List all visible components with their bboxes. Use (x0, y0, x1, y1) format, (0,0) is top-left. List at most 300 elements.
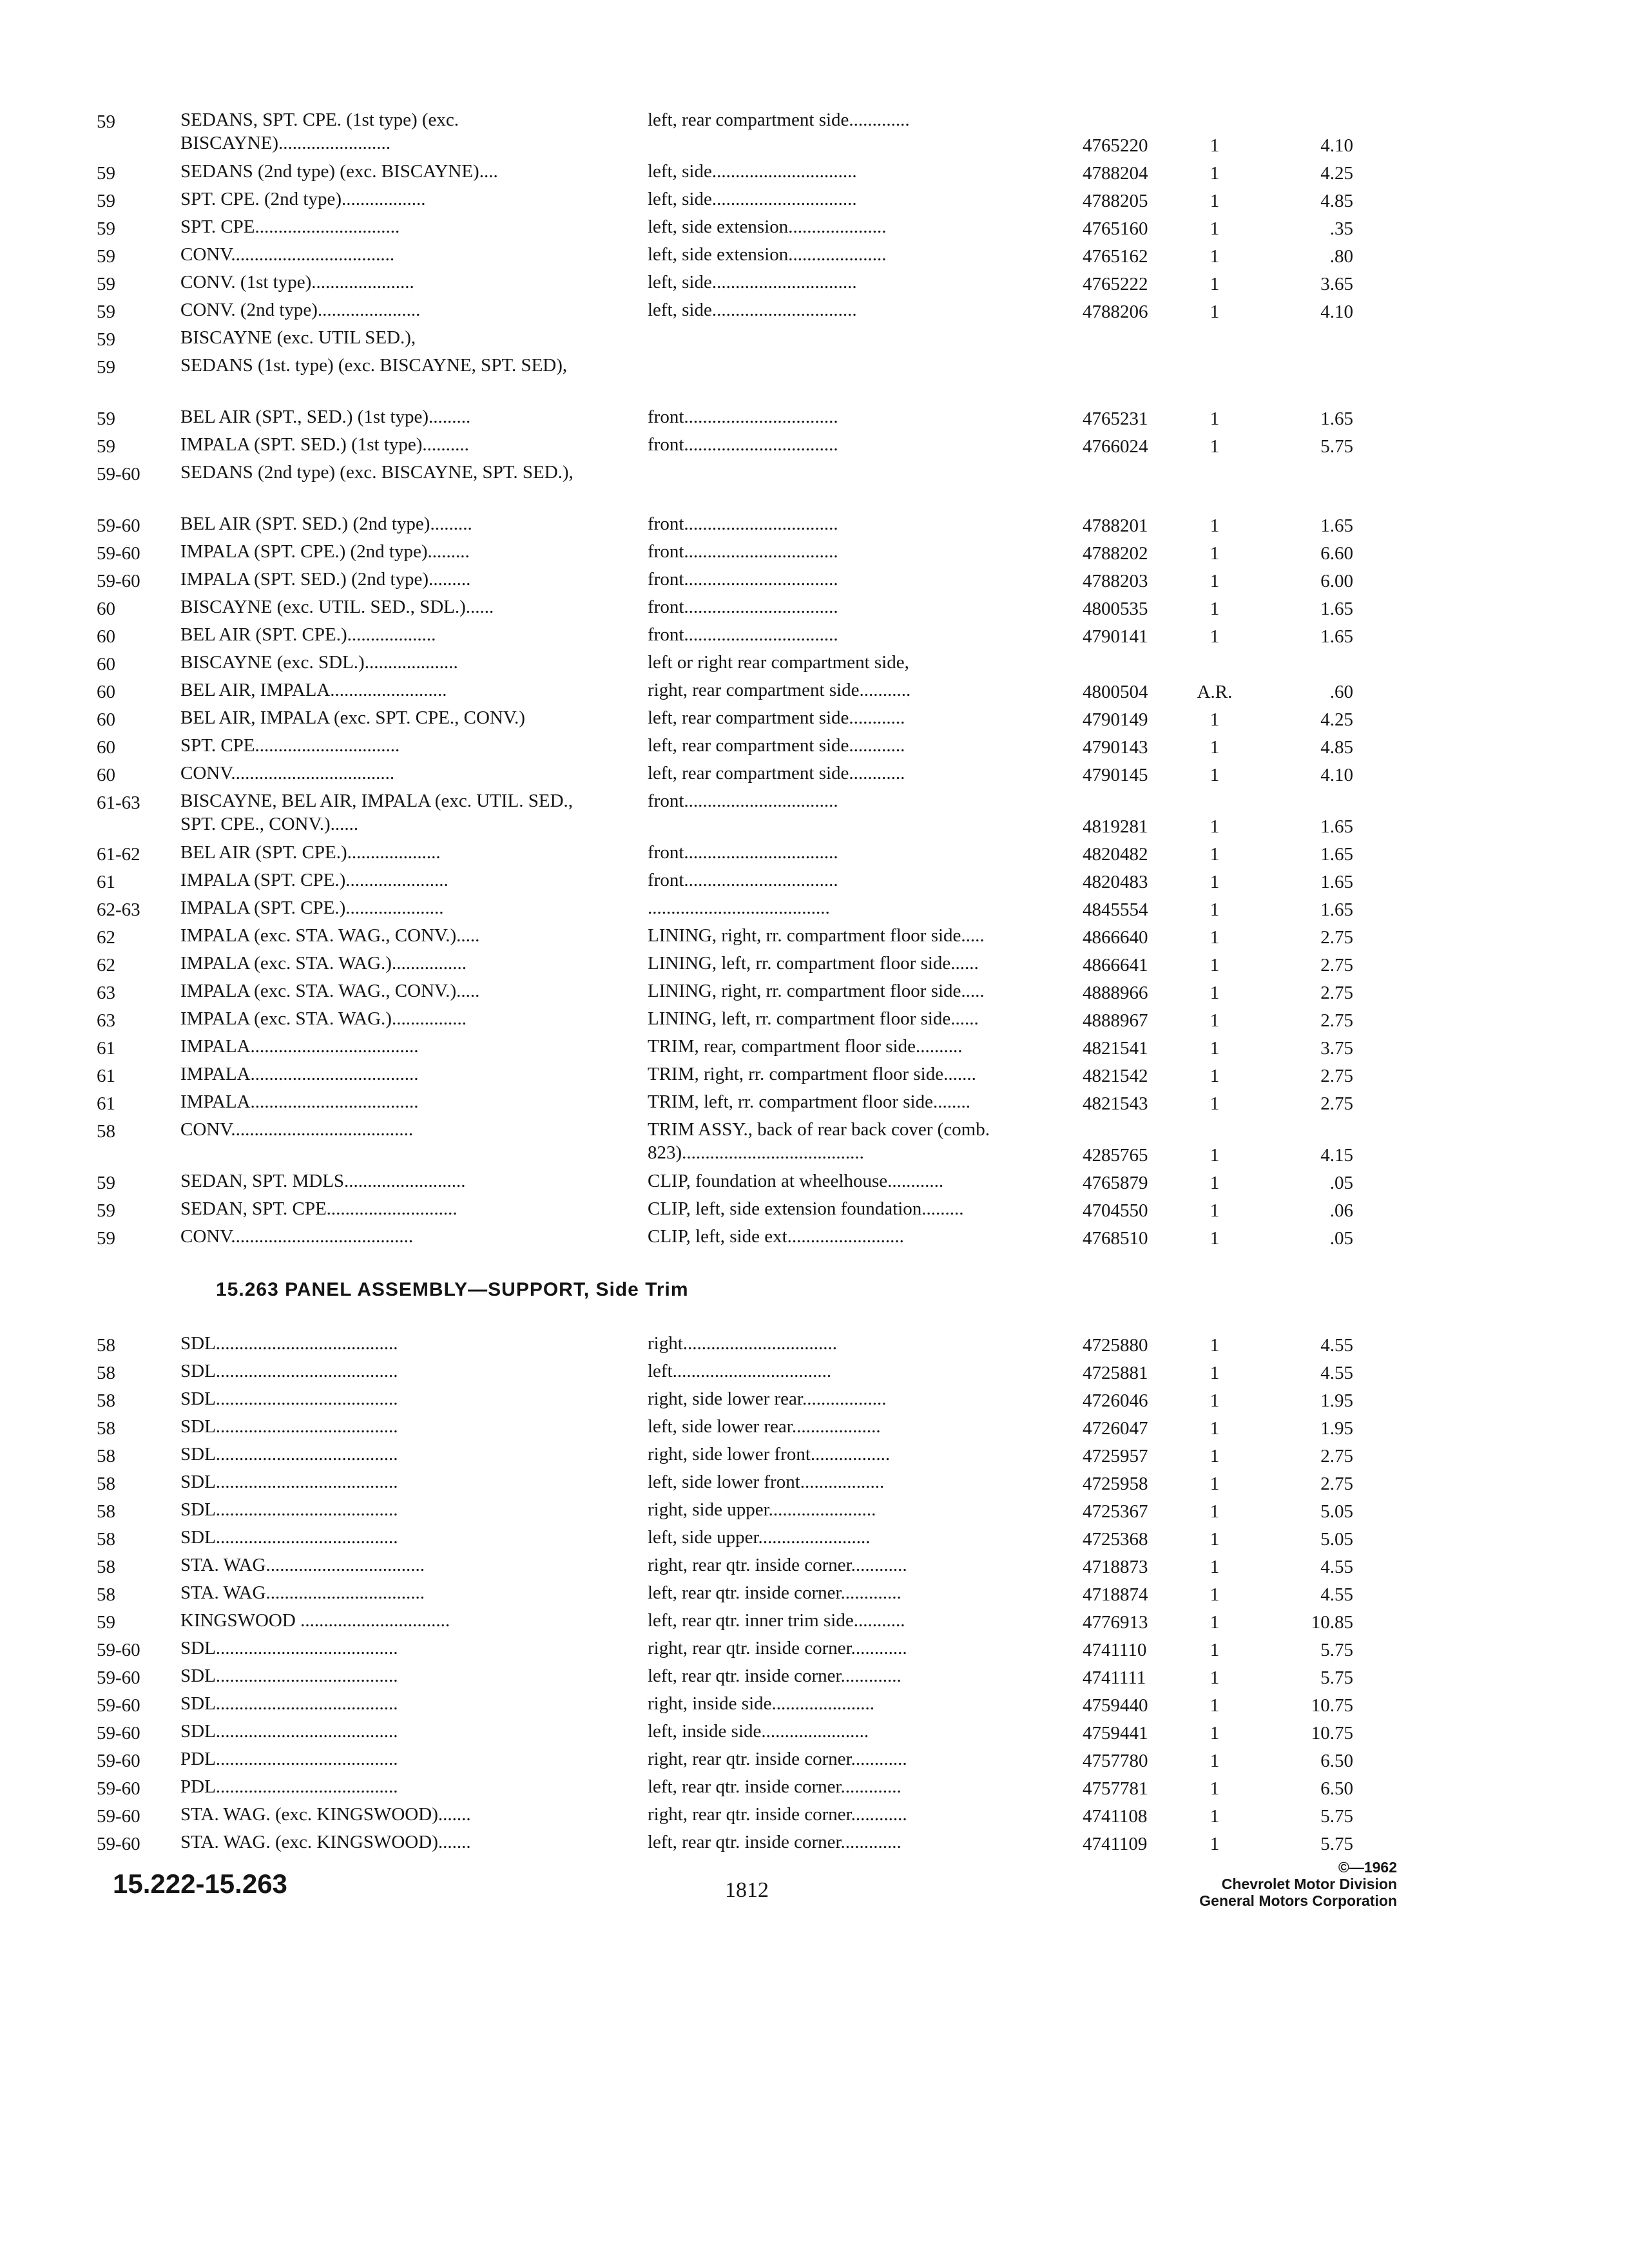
table-row (97, 405, 1353, 433)
cell-year: 58 (97, 1557, 115, 1577)
table-row (97, 1415, 1353, 1443)
cell-model: CONV....................................... (180, 1119, 414, 1140)
cell-desc: LINING, left, rr. compartment floor side...... (648, 953, 979, 974)
cell-model: STA. WAG. (exc. KINGSWOOD)....... (180, 1832, 471, 1852)
cell-model: BISCAYNE, BEL AIR, IMPALA (exc. UTIL. SED., SPT. CPE., CONV.)...... (180, 791, 574, 834)
table-row (97, 1118, 1353, 1169)
cell-model: SDL....................................... (180, 1693, 398, 1714)
cell-part: 4845554 (1083, 899, 1148, 920)
cell-price: 2.75 (1320, 1066, 1353, 1086)
cell-year: 59 (97, 1200, 115, 1221)
cell-price: 4.15 (1320, 1145, 1353, 1166)
cell-qty: 1 (1210, 1418, 1220, 1439)
cell-qty: 1 (1210, 1446, 1220, 1466)
table-row (97, 1197, 1353, 1225)
cell-model: BEL AIR, IMPALA (exc. SPT. CPE., CONV.) (180, 707, 525, 728)
cell-model: IMPALA (SPT. CPE.) (2nd type)......... (180, 541, 470, 562)
cell-desc: front................................. (648, 624, 838, 645)
cell-desc: front................................. (648, 434, 838, 455)
cell-year: 59-60 (97, 464, 140, 485)
cell-year: 58 (97, 1363, 115, 1383)
cell-part: 4820482 (1083, 844, 1148, 865)
table-row (97, 1803, 1353, 1831)
table-row (97, 762, 1353, 789)
cell-model: SDL....................................... (180, 1389, 398, 1409)
cell-year: 59-60 (97, 543, 140, 564)
cell-part: 4759441 (1083, 1723, 1148, 1744)
table-row (97, 1720, 1353, 1747)
table-row (97, 1387, 1353, 1415)
cell-part: 4821542 (1083, 1066, 1148, 1086)
cell-price: 4.55 (1320, 1557, 1353, 1577)
cell-model: SEDAN, SPT. MDLS.......................... (180, 1171, 466, 1191)
cell-qty: 1 (1210, 737, 1220, 758)
cell-price: 4.55 (1320, 1335, 1353, 1356)
cell-price: 5.75 (1320, 436, 1353, 457)
cell-qty: 1 (1210, 274, 1220, 294)
section-title: 15.263 PANEL ASSEMBLY—SUPPORT, Side Trim (216, 1279, 689, 1300)
cell-year: 58 (97, 1529, 115, 1550)
cell-desc: left, inside side....................... (648, 1721, 869, 1742)
cell-part: 4888967 (1083, 1010, 1148, 1031)
cell-part: 4725367 (1083, 1501, 1148, 1522)
cell-part: 4765220 (1083, 135, 1148, 156)
cell-price: 4.10 (1320, 302, 1353, 322)
table-row (97, 1062, 1353, 1090)
cell-desc: right, inside side...................... (648, 1693, 875, 1714)
cell-model: BEL AIR (SPT. CPE.).................... (180, 842, 441, 863)
cell-qty: 1 (1210, 1228, 1220, 1249)
cell-part: 4790145 (1083, 765, 1148, 785)
cell-part: 4788206 (1083, 302, 1148, 322)
cell-model: IMPALA.................................... (180, 1064, 419, 1084)
cell-part: 4741108 (1083, 1806, 1148, 1827)
parts-table-top (97, 108, 1353, 1253)
cell-price: 1.65 (1320, 899, 1353, 920)
cell-qty: 1 (1210, 872, 1220, 892)
cell-year: 58 (97, 1335, 115, 1356)
cell-part: 4765162 (1083, 246, 1148, 267)
cell-qty: 1 (1210, 1173, 1220, 1193)
cell-price: 6.50 (1320, 1751, 1353, 1771)
cell-year: 59-60 (97, 1723, 140, 1744)
cell-model: IMPALA (exc. STA. WAG.)................ (180, 953, 467, 974)
cell-price: 2.75 (1320, 1474, 1353, 1494)
cell-qty: 1 (1210, 1806, 1220, 1827)
cell-part: 4726046 (1083, 1390, 1148, 1411)
cell-model: CONV................................... (180, 763, 395, 783)
cell-price: .05 (1329, 1228, 1353, 1249)
table-row (97, 1664, 1353, 1692)
table-row (97, 1498, 1353, 1526)
cell-part: 4704550 (1083, 1200, 1148, 1221)
cell-price: 5.05 (1320, 1529, 1353, 1550)
cell-qty: 1 (1210, 163, 1220, 184)
cell-price: 10.75 (1311, 1723, 1353, 1744)
cell-qty: 1 (1210, 1584, 1220, 1605)
cell-part: 4725881 (1083, 1363, 1148, 1383)
cell-qty: 1 (1210, 844, 1220, 865)
cell-part: 4800535 (1083, 599, 1148, 619)
cell-model: KINGSWOOD ................................ (180, 1610, 450, 1631)
cell-model: SDL....................................... (180, 1499, 398, 1520)
table-row (97, 678, 1353, 706)
cell-year: 60 (97, 737, 115, 758)
cell-price: 2.75 (1320, 1010, 1353, 1031)
cell-price: 4.25 (1320, 709, 1353, 730)
cell-price: 1.95 (1320, 1418, 1353, 1439)
cell-qty: 1 (1210, 191, 1220, 211)
cell-year: 59-60 (97, 1778, 140, 1799)
cell-model: PDL....................................... (180, 1749, 398, 1769)
cell-year: 59 (97, 111, 115, 132)
cell-price: 5.75 (1320, 1667, 1353, 1688)
cell-price: 5.05 (1320, 1501, 1353, 1522)
cell-qty: 1 (1210, 709, 1220, 730)
cell-year: 59-60 (97, 1667, 140, 1688)
cell-part: 4725957 (1083, 1446, 1148, 1466)
cell-part: 4776913 (1083, 1612, 1148, 1633)
cell-desc: right................................. (648, 1333, 838, 1354)
cell-qty: 1 (1210, 543, 1220, 564)
cell-desc: right, rear qtr. inside corner............ (648, 1638, 907, 1658)
cell-qty: 1 (1210, 1529, 1220, 1550)
cell-model: IMPALA (SPT. CPE.)..................... (180, 898, 444, 918)
table-row (97, 623, 1353, 651)
cell-qty: 1 (1210, 1834, 1220, 1854)
cell-year: 59 (97, 1228, 115, 1249)
cell-model: SEDANS (2nd type) (exc. BISCAYNE).... (180, 161, 498, 182)
cell-desc: left, side upper........................ (648, 1527, 871, 1548)
cell-model: SEDANS, SPT. CPE. (1st type) (exc. BISCAYNE)........................ (180, 110, 459, 153)
cell-desc: front................................. (648, 597, 838, 617)
cell-price: 1.65 (1320, 599, 1353, 619)
cell-qty: 1 (1210, 135, 1220, 156)
page-number: 1812 (725, 1878, 769, 1902)
cell-year: 59-60 (97, 1806, 140, 1827)
cell-price: 1.65 (1320, 408, 1353, 429)
cell-year: 63 (97, 983, 115, 1003)
cell-year: 58 (97, 1501, 115, 1522)
cell-year: 58 (97, 1121, 115, 1142)
table-row (97, 1443, 1353, 1470)
cell-qty: 1 (1210, 1335, 1220, 1356)
table-row (97, 1775, 1353, 1803)
table-row (97, 1225, 1353, 1253)
cell-desc: right, side lower rear.................. (648, 1389, 887, 1409)
cell-price: 1.95 (1320, 1390, 1353, 1411)
cell-desc: TRIM, rear, compartment floor side.......... (648, 1036, 963, 1057)
cell-year: 59 (97, 218, 115, 239)
cell-part: 4790143 (1083, 737, 1148, 758)
cell-year: 62 (97, 955, 115, 975)
cell-part: 4765222 (1083, 274, 1148, 294)
cell-desc: front................................. (648, 842, 838, 863)
cell-part: 4820483 (1083, 872, 1148, 892)
cell-qty: 1 (1210, 218, 1220, 239)
cell-model: IMPALA (SPT. SED.) (2nd type)......... (180, 569, 471, 590)
table-row (97, 869, 1353, 896)
cell-price: 10.75 (1311, 1695, 1353, 1716)
table-row (97, 789, 1353, 841)
cell-desc: front................................. (648, 541, 838, 562)
cell-part: 4768510 (1083, 1228, 1148, 1249)
cell-desc: right, rear qtr. inside corner............ (648, 1555, 907, 1575)
cell-price: 4.85 (1320, 737, 1353, 758)
cell-desc: left, rear qtr. inside corner............. (648, 1776, 901, 1797)
cell-year: 59 (97, 191, 115, 211)
cell-model: SDL....................................... (180, 1333, 398, 1354)
cell-model: IMPALA (exc. STA. WAG.)................ (180, 1008, 467, 1029)
cell-desc: front................................. (648, 791, 838, 811)
cell-qty: 1 (1210, 1010, 1220, 1031)
cell-qty: 1 (1210, 571, 1220, 591)
cell-qty: 1 (1210, 302, 1220, 322)
cell-year: 60 (97, 709, 115, 730)
copyright-year: ©—1962 (1338, 1859, 1397, 1876)
table-row (97, 1526, 1353, 1553)
cell-year: 59-60 (97, 1695, 140, 1716)
cell-model: IMPALA.................................... (180, 1036, 419, 1057)
cell-year: 58 (97, 1474, 115, 1494)
cell-model: STA. WAG. (exc. KINGSWOOD)....... (180, 1804, 471, 1825)
cell-desc: right, side lower front................. (648, 1444, 891, 1465)
cell-part: 4790149 (1083, 709, 1148, 730)
table-row (97, 433, 1353, 461)
cell-model: IMPALA (exc. STA. WAG., CONV.)..... (180, 925, 480, 946)
cell-year: 61 (97, 1093, 115, 1114)
cell-model: BEL AIR (SPT., SED.) (1st type)......... (180, 407, 471, 427)
cell-part: 4788203 (1083, 571, 1148, 591)
cell-qty: 1 (1210, 1145, 1220, 1166)
table-row (97, 298, 1353, 326)
cell-year: 59-60 (97, 1834, 140, 1854)
cell-desc: left, rear qtr. inner trim side........... (648, 1610, 905, 1631)
cell-model: CONV....................................... (180, 1226, 414, 1247)
cell-year: 58 (97, 1446, 115, 1466)
cell-qty: 1 (1210, 1038, 1220, 1059)
cell-year: 59-60 (97, 1751, 140, 1771)
cell-year: 60 (97, 654, 115, 675)
table-row (97, 1169, 1353, 1197)
cell-year: 59-60 (97, 571, 140, 591)
cell-desc: left, rear compartment side............ (648, 707, 905, 728)
cell-desc: right, rear compartment side........... (648, 680, 911, 700)
cell-qty: 1 (1210, 899, 1220, 920)
cell-price: 4.25 (1320, 163, 1353, 184)
cell-part: 4821541 (1083, 1038, 1148, 1059)
cell-year: 60 (97, 682, 115, 702)
cell-qty: 1 (1210, 1695, 1220, 1716)
cell-price: 5.75 (1320, 1640, 1353, 1660)
cell-year: 59 (97, 246, 115, 267)
cell-desc: ....................................... (648, 898, 830, 918)
cell-part: 4790141 (1083, 626, 1148, 647)
corporation-name: General Motors Corporation (1199, 1892, 1397, 1909)
cell-model: BISCAYNE (exc. UTIL. SED., SDL.)...... (180, 597, 494, 617)
cell-qty: 1 (1210, 1612, 1220, 1633)
cell-part: 4725958 (1083, 1474, 1148, 1494)
cell-price: 2.75 (1320, 983, 1353, 1003)
cell-year: 59-60 (97, 1640, 140, 1660)
cell-price: 6.00 (1320, 571, 1353, 591)
cell-desc: front................................. (648, 569, 838, 590)
cell-desc: left, rear qtr. inside corner............. (648, 1832, 901, 1852)
cell-qty: 1 (1210, 1751, 1220, 1771)
table-row (97, 1332, 1353, 1360)
cell-part: 4800504 (1083, 682, 1148, 702)
cell-year: 58 (97, 1418, 115, 1439)
cell-year: 61-62 (97, 844, 140, 865)
cell-model: SDL....................................... (180, 1527, 398, 1548)
cell-price: 4.55 (1320, 1363, 1353, 1383)
cell-desc: left, rear qtr. inside corner............. (648, 1666, 901, 1686)
cell-qty: 1 (1210, 246, 1220, 267)
cell-part: 4765879 (1083, 1173, 1148, 1193)
cell-price: .60 (1329, 682, 1353, 702)
cell-desc: front................................. (648, 870, 838, 890)
cell-part: 4285765 (1083, 1145, 1148, 1166)
cell-model: STA. WAG.................................. (180, 1582, 425, 1603)
cell-model: SDL....................................... (180, 1721, 398, 1742)
table-row (97, 271, 1353, 298)
cell-desc: left, side............................... (648, 189, 857, 209)
table-row (97, 651, 1321, 678)
table-row (97, 1360, 1353, 1387)
table-row (97, 841, 1353, 869)
cell-price: 10.85 (1311, 1612, 1353, 1633)
cell-qty: 1 (1210, 816, 1220, 837)
cell-model: SPT. CPE. (2nd type).................. (180, 189, 426, 209)
table-row (97, 512, 1353, 540)
cell-desc: right, rear qtr. inside corner............ (648, 1804, 907, 1825)
cell-model: SEDAN, SPT. CPE............................ (180, 1198, 458, 1219)
cell-model: IMPALA (SPT. CPE.)...................... (180, 870, 448, 890)
cell-model: SEDANS (1st. type) (exc. BISCAYNE, SPT. SED), (180, 355, 568, 376)
cell-year: 61 (97, 1038, 115, 1059)
cell-price: .80 (1329, 246, 1353, 267)
cell-year: 62-63 (97, 899, 140, 920)
cell-price: .06 (1329, 1200, 1353, 1221)
cell-model: BEL AIR (SPT. SED.) (2nd type)......... (180, 514, 472, 534)
cell-year: 59 (97, 274, 115, 294)
table-row (97, 1581, 1353, 1609)
cell-price: 1.65 (1320, 872, 1353, 892)
table-row (97, 540, 1353, 568)
cell-qty: 1 (1210, 1778, 1220, 1799)
cell-qty: 1 (1210, 1640, 1220, 1660)
cell-price: 1.65 (1320, 626, 1353, 647)
cell-qty: 1 (1210, 1363, 1220, 1383)
cell-model: IMPALA.................................... (180, 1091, 419, 1112)
cell-qty: 1 (1210, 1723, 1220, 1744)
cell-desc: left, side............................... (648, 300, 857, 320)
cell-price: 3.75 (1320, 1038, 1353, 1059)
cell-model: IMPALA (exc. STA. WAG., CONV.)..... (180, 981, 480, 1001)
cell-qty: 1 (1210, 1066, 1220, 1086)
cell-model: BISCAYNE (exc. UTIL SED.), (180, 327, 416, 348)
copyright-block (1199, 1859, 1397, 1909)
cell-year: 59 (97, 436, 115, 457)
cell-desc: left.................................. (648, 1361, 832, 1381)
cell-desc: left, side lower front.................. (648, 1472, 885, 1492)
cell-part: 4765160 (1083, 218, 1148, 239)
table-row (97, 568, 1353, 595)
cell-qty: 1 (1210, 626, 1220, 647)
cell-desc: left, rear compartment side............. (648, 110, 910, 130)
table-row (97, 1747, 1353, 1775)
cell-desc: left, rear compartment side............ (648, 735, 905, 756)
cell-part: 4766024 (1083, 436, 1148, 457)
table-row (97, 354, 1321, 405)
table-row (97, 979, 1353, 1007)
cell-part: 4788205 (1083, 191, 1148, 211)
cell-price: 5.75 (1320, 1834, 1353, 1854)
cell-part: 4725880 (1083, 1335, 1148, 1356)
cell-desc: left, side lower rear................... (648, 1416, 881, 1437)
cell-desc: CLIP, left, side extension foundation......... (648, 1198, 964, 1219)
table-row (97, 1692, 1353, 1720)
section-range: 15.222-15.263 (113, 1869, 287, 1899)
cell-year: 60 (97, 765, 115, 785)
cell-desc: TRIM, right, rr. compartment floor side....... (648, 1064, 976, 1084)
table-row (97, 595, 1353, 623)
cell-price: 1.65 (1320, 816, 1353, 837)
cell-model: SDL....................................... (180, 1416, 398, 1437)
cell-desc: CLIP, foundation at wheelhouse............ (648, 1171, 944, 1191)
cell-model: SPT. CPE............................... (180, 735, 400, 756)
cell-price: 2.75 (1320, 955, 1353, 975)
cell-year: 59 (97, 1612, 115, 1633)
cell-price: 6.60 (1320, 543, 1353, 564)
cell-qty: 1 (1210, 599, 1220, 619)
cell-part: 4741111 (1083, 1667, 1146, 1688)
cell-desc: left, rear qtr. inside corner............. (648, 1582, 901, 1603)
cell-price: 4.55 (1320, 1584, 1353, 1605)
cell-desc: left, rear compartment side............ (648, 763, 905, 783)
cell-qty: 1 (1210, 515, 1220, 536)
cell-part: 4718873 (1083, 1557, 1148, 1577)
cell-year: 61-63 (97, 793, 140, 813)
cell-model: IMPALA (SPT. SED.) (1st type).......... (180, 434, 469, 455)
cell-year: 59 (97, 329, 115, 350)
cell-year: 60 (97, 599, 115, 619)
cell-model: CONV. (1st type)...................... (180, 272, 414, 293)
cell-model: SEDANS (2nd type) (exc. BISCAYNE, SPT. SED.), (180, 462, 574, 483)
cell-part: 4757781 (1083, 1778, 1148, 1799)
cell-part: 4718874 (1083, 1584, 1148, 1605)
cell-part: 4819281 (1083, 816, 1148, 837)
cell-price: 4.10 (1320, 135, 1353, 156)
cell-desc: CLIP, left, side ext......................... (648, 1226, 904, 1247)
cell-year: 63 (97, 1010, 115, 1031)
table-row (97, 1553, 1353, 1581)
table-row (97, 1470, 1353, 1498)
cell-qty: 1 (1210, 927, 1220, 948)
cell-price: 2.75 (1320, 1093, 1353, 1114)
cell-desc: LINING, right, rr. compartment floor side..... (648, 981, 985, 1001)
table-row (97, 1090, 1353, 1118)
cell-year: 59 (97, 302, 115, 322)
cell-desc: TRIM, left, rr. compartment floor side........ (648, 1091, 970, 1112)
cell-qty: 1 (1210, 1501, 1220, 1522)
cell-part: 4757780 (1083, 1751, 1148, 1771)
cell-desc: LINING, right, rr. compartment floor side..... (648, 925, 985, 946)
table-row (97, 1007, 1353, 1035)
table-row (97, 187, 1353, 215)
cell-part: 4759440 (1083, 1695, 1148, 1716)
table-row (97, 734, 1353, 762)
